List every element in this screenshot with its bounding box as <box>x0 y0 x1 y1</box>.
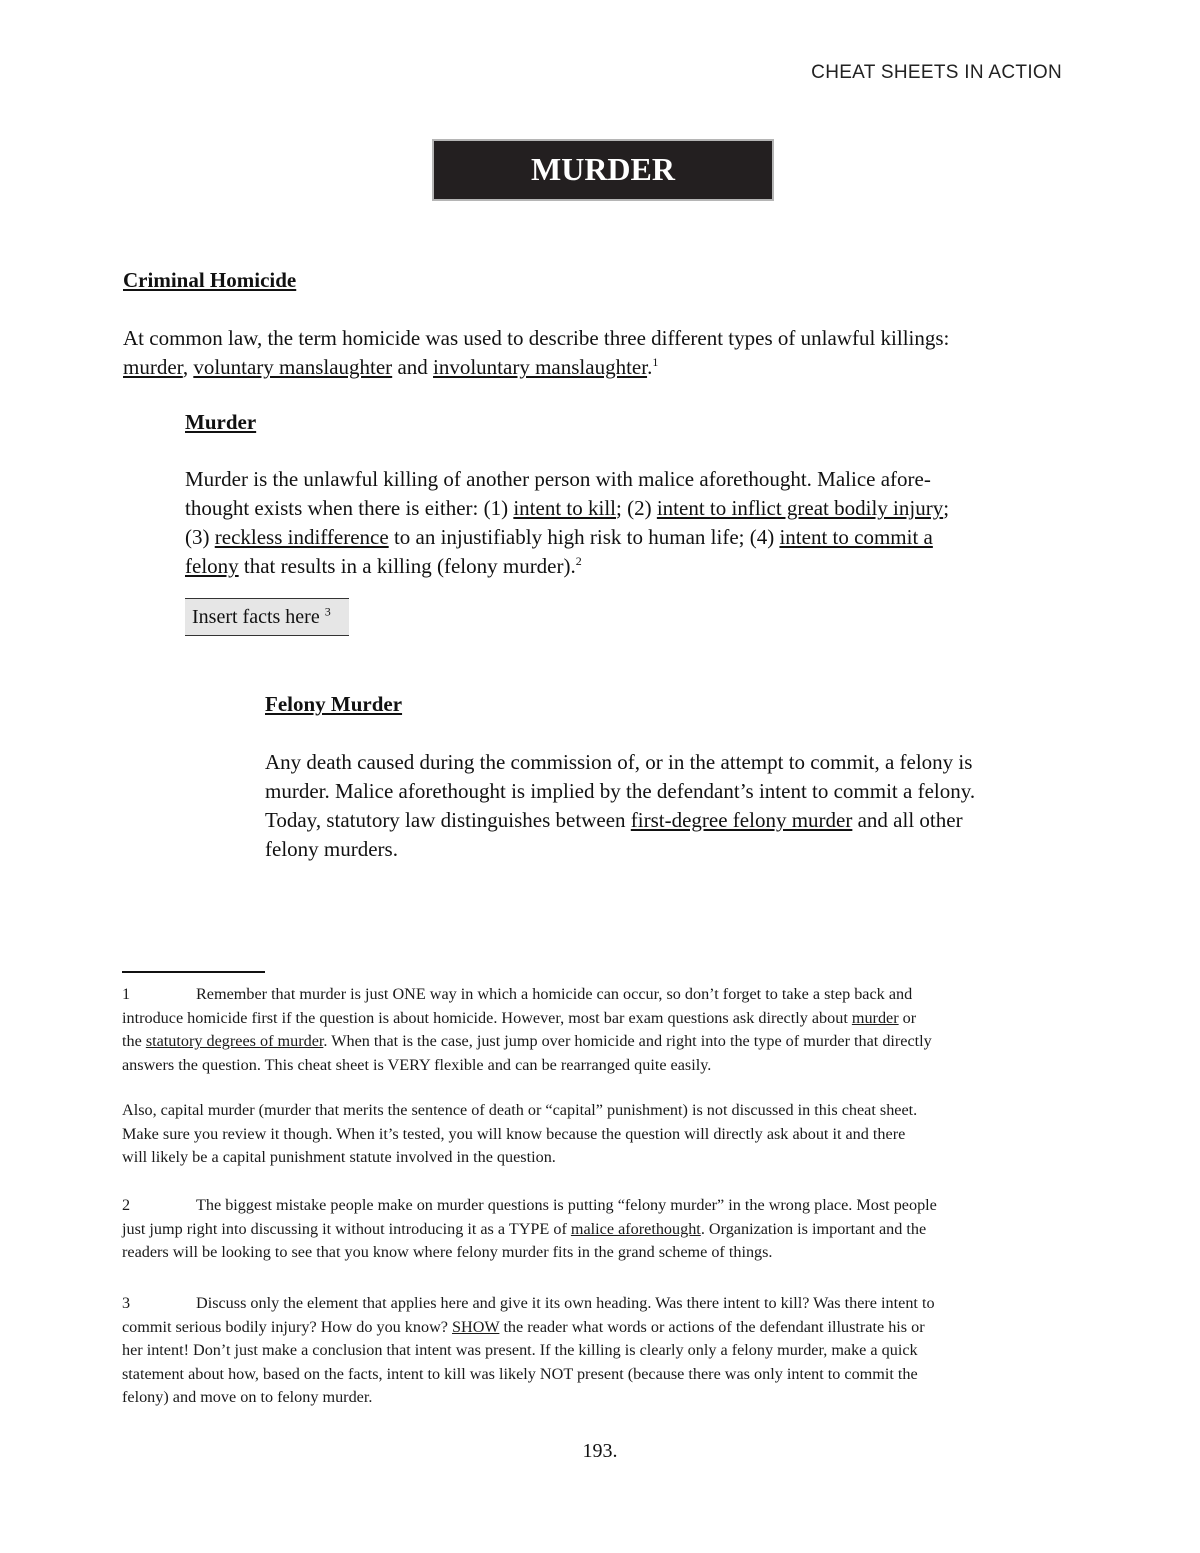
first-degree-felony-murder: first-degree felony murder <box>630 808 853 832</box>
running-header: CHEAT SHEETS IN ACTION <box>811 62 1062 83</box>
insert-facts-label: Insert facts here <box>192 606 320 628</box>
footnote-ref-3: 3 <box>324 604 331 619</box>
murder-para-line2: thought exists when there is either: (1) intent to kill; (2) intent to inflict great bodily injury; <box>185 496 950 520</box>
footnote-1-number: 1 <box>122 985 131 1003</box>
page-number: 193. <box>582 1440 618 1462</box>
homicide-intro-line2: murder, voluntary manslaughter and involuntary manslaughter.$^1$ <box>123 355 659 379</box>
footnote-3: 3 Discuss only the element that applies here and give it its own heading. Was there intent to kill? Was there intent to commit serious bodily injury? How do you know? SHOW the reader what words or actions of the defendant illustrate his or her intent! Don’t just make a conclusion that intent was present. If the killing is clearly only a felony murder, make a quick statement about how, based on the facts, intent to kill was likely NOT present (because there was only intent to commit the felony) and move on to felony murder. <box>122 1294 935 1406</box>
heading-felony-murder: Felony Murder <box>265 692 403 716</box>
murder-para-line4: felony that results in a killing (felony murder).$^2$ <box>185 554 582 578</box>
footnote-2: 2 The biggest mistake people make on murder questions is putting “felony murder” in the wrong place. Most people just jump right into discussing it without introducing it as a TYPE of malice aforethought. Organization is important and the readers will be looking to see that you know where felony murder fits in the grand scheme of things. <box>122 1196 937 1261</box>
heading-criminal-homicide: Criminal Homicide <box>123 268 297 292</box>
term-involuntary-manslaughter: involuntary manslaughter <box>433 355 648 379</box>
footnote-2-number: 2 <box>122 1196 131 1214</box>
intent-to-commit-felony: intent to commit a <box>779 525 933 549</box>
footnote-rule <box>122 971 265 973</box>
murder-para-line1: Murder is the unlawful killing of another person with malice aforethought. Malice afore- <box>185 467 931 491</box>
felony-murder-line3: Today, statutory law distinguishes between first-degree felony murder and all other <box>265 808 963 832</box>
intent-to-kill: intent to kill <box>513 496 617 520</box>
heading-murder: Murder <box>185 410 257 434</box>
footnote-1-continued: Also, capital murder (murder that merits the sentence of death or “capital” punishment) is not discussed in this cheat sheet. Make sure you review it though. When it’s tested, you will know because the question will directly ask about it and there will likely be a capital punishment statute involved in the question. <box>122 1101 918 1166</box>
footnote-3-number: 3 <box>122 1294 131 1312</box>
felony-murder-line4: felony murders. <box>265 837 398 861</box>
term-voluntary-manslaughter: voluntary manslaughter <box>193 355 393 379</box>
homicide-intro-line1: At common law, the term homicide was used to describe three different types of unlawful killings: <box>123 326 950 350</box>
insert-facts-box[interactable] <box>185 598 349 636</box>
felony-murder-line2: murder. Malice aforethought is implied by the defendant’s intent to commit a felony. <box>265 779 976 803</box>
reckless-indifference: reckless indifference <box>214 525 389 549</box>
felony-term: felony <box>185 554 239 578</box>
footnote-ref-1: 1 <box>652 355 659 369</box>
felony-murder-line1: Any death caused during the commission of, or in the attempt to commit, a felony is <box>265 750 973 774</box>
footnote-ref-2: 2 <box>575 554 582 568</box>
murder-para-line3: (3) reckless indifference to an injustifiably high risk to human life; (4) intent to commit a <box>185 525 933 549</box>
footnote-1: 1 Remember that murder is just ONE way in which a homicide can occur, so don’t forget to take a step back and introduce homicide first if the question is about homicide. However, most bar exam questions ask directly about murder or the statutory degrees of murder. When that is the case, just jump over homicide and right into the type of murder that directly answers the question. This cheat sheet is VERY flexible and can be rearranged quite easily. <box>122 985 932 1074</box>
term-murder: murder <box>123 355 183 379</box>
intent-great-bodily-injury: intent to inflict great bodily injury <box>656 496 944 520</box>
page-title: MURDER <box>432 139 774 201</box>
